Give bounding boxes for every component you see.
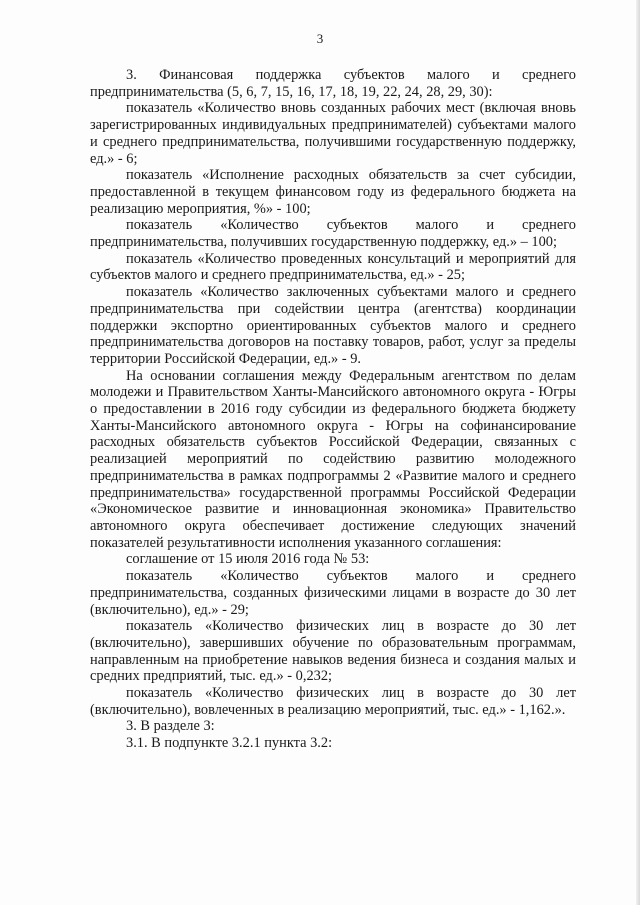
indicator-consultations: показатель «Количество проведенных консультаций и мероприятий для субъектов малого и среднего предпринимательства, ед.» - 25; [90,250,576,284]
indicator-youth-involved: показатель «Количество физических лиц в возрасте до 30 лет (включительно), вовлеченных в реализацию мероприятий, тыс. ед.» - 1,162.». [90,685,576,718]
page-number: 3 [316,31,324,46]
agreement-reference: соглашение от 15 июля 2016 года № 53: [126,551,370,568]
indicator-new-jobs: показатель «Количество вновь созданных рабочих мест (включая вновь зарегистрированных индивидуальных предпринимателей) субъектами малого и среднего предпринимательства, получившими государственную поддержку, ед.» - 6; [90,100,576,167]
indicator-youth-trained: показатель «Количество физических лиц в возрасте до 30 лет (включительно), завершивших обучение по образовательным программам, направленным на приобретение навыков ведения бизнеса и создания малых и средних предприятий, тыс. ед.» - 0,232; [90,618,576,685]
indicator-youth-smes: показатель «Количество субъектов малого и среднего предпринимательства, созданных физическими лицами в возрасте до 30 лет (включительно), ед.» - 29; [90,568,576,618]
agreement-basis-paragraph: На основании соглашения между Федеральным агентством по делам молодежи и Правительством Ханты-Мансийского автономного округа - Югры о предоставлении в 2016 году субсидии из федерального бюджета бюджету Ханты-Мансийского автономного округа - Югры на софинансирование расходных обязательств субъектов Российской Федерации, связанных с реализацией мероприятий по содействию развитию молодежного предпринимательства в рамках подпрограммы 2 «Развитие малого и среднего предпринимательства» государственной программы Российской Федерации «Экономическое развитие и инновационная экономика» Правительство автономного округа обеспечивает достижение следующих значений показателей результативности исполнения указанного соглашения: [90,367,576,551]
indicator-expenditure-execution: показатель «Исполнение расходных обязательств за счет субсидии, предоставленной в текущем финансовом году из федерального бюджета на реализацию мероприятия, %» - 100; [90,167,576,217]
indicator-export-contracts: показатель «Количество заключенных субъектами малого и среднего предпринимательства при содействии центра (агентства) координации поддержки экспортно ориентированных субъектов малого и среднего предпринимательства договоров на поставку товаров, работ, услуг за пределы территории Российской Федерации, ед.» - 9. [90,284,576,367]
section-3-heading: 3. Финансовая поддержка субъектов малого и среднего предпринимательства (5, 6, 7, 15, 16, 17, 18, 19, 22, 24, 28, 29, 30): [90,67,576,100]
subsection-3-1-heading: 3.1. В подпункте 3.2.1 пункта 3.2: [126,735,333,752]
document-body [90,67,576,752]
scan-edge-shadow [636,0,640,905]
indicator-supported-smes: показатель «Количество субъектов малого и среднего предпринимательства, получивших государственную поддержку, ед.» – 100; [90,217,576,251]
section-3-amendment-heading: 3. В разделе 3: [126,718,215,735]
